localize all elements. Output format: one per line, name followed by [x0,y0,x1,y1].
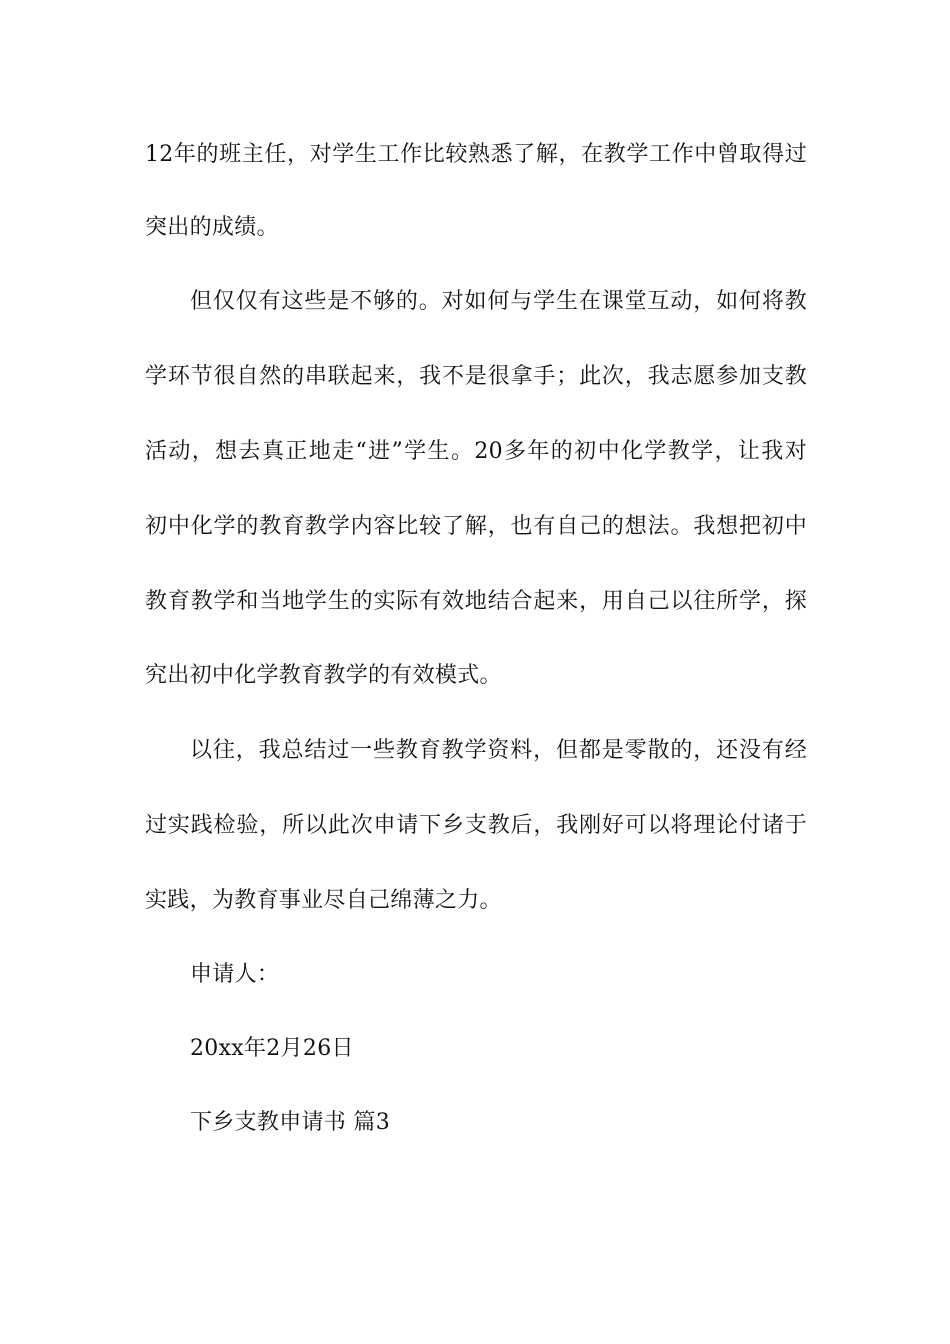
paragraph-line: 学环节很自然的串联起来，我不是很拿手；此次，我志愿参加支教 [145,364,807,389]
paragraph-line: 活动，想去真正地走“进”学生。20多年的初中化学教学，让我对 [145,439,807,464]
paragraph-line: 初中化学的教育教学内容比较了解，也有自己的想法。我想把初中 [145,514,807,539]
signature-date: 20xx年2月26日 [190,1036,354,1061]
paragraph-line: 突出的成绩。 [145,215,279,240]
section-heading: 下乡支教申请书 篇3 [190,1110,390,1135]
paragraph-line: 过实践检验，所以此次申请下乡支教后，我刚好可以将理论付诸于 [145,813,807,838]
paragraph-line: 实践，为教育事业尽自己绵薄之力。 [145,888,502,913]
paragraph-line: 究出初中化学教育教学的有效模式。 [145,663,502,688]
paragraph-line: 以往，我总结过一些教育教学资料，但都是零散的，还没有经 [190,738,807,763]
paragraph-line: 12年的班主任，对学生工作比较熟悉了解，在教学工作中曾取得过 [145,142,807,167]
paragraph-line: 但仅仅有这些是不够的。对如何与学生在课堂互动，如何将教 [190,289,807,314]
paragraph-line: 教育教学和当地学生的实际有效地结合起来，用自己以往所学，探 [145,589,807,614]
applicant-label: 申请人： [190,962,280,987]
